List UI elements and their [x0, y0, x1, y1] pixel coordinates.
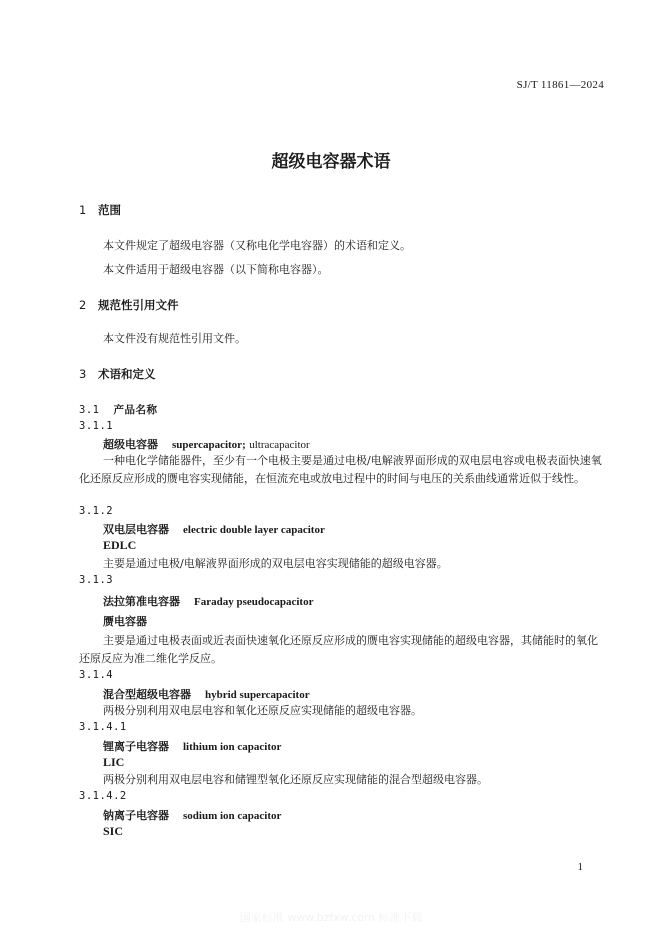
term-english: hybrid supercapacitor	[205, 689, 310, 701]
term-abbreviation-edlc: EDLC	[103, 538, 137, 552]
clause-number-3-1-3: 3.1.3	[79, 574, 114, 586]
term-chinese: 混合型超级电容器	[103, 688, 191, 701]
clause-number-3-1-4-2: 3.1.4.2	[79, 790, 127, 802]
term-alias-pseudocapacitor: 赝电容器	[103, 615, 147, 628]
section-2-heading	[79, 297, 179, 313]
scope-paragraph-2: 本文件适用于超级电容器（以下简称电容器）。	[103, 263, 329, 276]
page-number: 1	[577, 861, 583, 873]
term-chinese: 法拉第准电容器	[103, 595, 180, 608]
watermark: 国家标准 www.bzfxw.com 标准下载	[239, 911, 423, 924]
term-sodium-ion-capacitor	[103, 807, 281, 823]
term-chinese: 超级电容器	[103, 438, 158, 451]
references-paragraph: 本文件没有规范性引用文件。	[103, 332, 246, 345]
standard-code: SJ/T 11861—2024	[516, 79, 604, 91]
subsection-3-1-heading	[79, 402, 157, 417]
clause-number-3-1-4: 3.1.4	[79, 669, 114, 681]
section-1-heading	[79, 202, 121, 218]
term-hybrid-supercapacitor	[103, 686, 310, 702]
section-number: 3	[79, 367, 87, 381]
term-pseudocapacitor	[103, 593, 313, 609]
subsection-title: 产品名称	[113, 404, 158, 416]
definition-pseudocapacitor: 主要是通过电极表面或近表面快速氧化还原反应形成的赝电容实现储能的超级电容器，其储能时的氧化还原反应为准二维化学反应。	[79, 634, 598, 665]
term-abbreviation-sic: SIC	[103, 824, 124, 838]
term-chinese: 双电层电容器	[103, 523, 169, 536]
clause-number-3-1-2: 3.1.2	[79, 505, 114, 517]
clause-number: 3.1	[79, 404, 100, 416]
term-chinese: 锂离子电容器	[103, 740, 169, 753]
definition-hybrid-supercapacitor: 两极分别利用双电层电容和氧化还原反应实现储能的超级电容器。	[103, 704, 422, 717]
term-chinese: 钠离子电容器	[103, 809, 169, 822]
section-title: 范围	[98, 203, 121, 217]
clause-number-3-1-4-1: 3.1.4.1	[79, 721, 127, 733]
clause-number-3-1-1: 3.1.1	[79, 420, 114, 432]
scope-paragraph-1: 本文件规定了超级电容器（又称电化学电容器）的术语和定义。	[103, 239, 411, 252]
term-english-synonym: ultracapacitor	[249, 439, 310, 451]
section-3-heading	[79, 366, 156, 382]
document-title: 超级电容器术语	[271, 152, 391, 172]
section-title: 规范性引用文件	[98, 298, 179, 312]
term-english: Faraday pseudocapacitor	[194, 596, 314, 608]
section-number: 2	[79, 298, 87, 312]
definition-lithium-ion-capacitor: 两极分别利用双电层电容和储锂型氧化还原反应实现储能的混合型超级电容器。	[103, 773, 488, 786]
term-lithium-ion-capacitor	[103, 738, 281, 754]
term-english: sodium ion capacitor	[183, 810, 282, 822]
term-english: electric double layer capacitor	[183, 524, 325, 536]
term-english: supercapacitor;	[172, 439, 246, 451]
definition-supercapacitor: 一种电化学储能器件，至少有一个电极主要是通过电极/电解液界面形成的双电层电容或电极表面快速氧化还原反应形成的赝电容实现储能，在恒流充电或放电过程中的时间与电压的关系曲线通常近似于线性。	[79, 454, 602, 485]
section-title: 术语和定义	[98, 367, 156, 381]
term-abbreviation-lic: LIC	[103, 755, 125, 769]
definition-edlc: 主要是通过电极/电解液界面形成的双电层电容实现储能的超级电容器。	[103, 557, 448, 570]
section-number: 1	[79, 203, 87, 217]
term-edlc	[103, 521, 325, 537]
term-supercapacitor	[103, 436, 310, 452]
term-english: lithium ion capacitor	[183, 741, 282, 753]
